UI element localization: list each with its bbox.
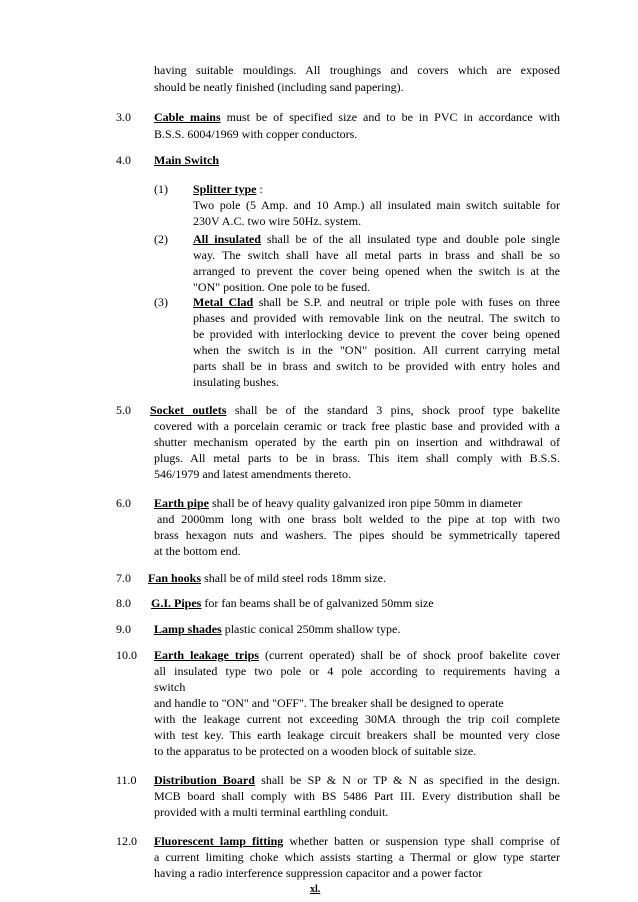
section-3-number: 3.0 — [116, 110, 131, 124]
item-3-line-2: phases and provided with removable link on the neutral. The switch to — [193, 311, 560, 325]
item-1-heading: Splitter type — [193, 182, 257, 196]
item-2-line-1 — [193, 232, 560, 247]
intro-line-2: should be neatly finished (including sand papering). — [154, 80, 404, 94]
section-11-text-1: shall be SP & N or TP & N as specified in the design. — [254, 773, 560, 787]
section-6-line-4: at the bottom end. — [154, 544, 241, 558]
section-6-number: 6.0 — [116, 496, 131, 510]
section-12-number: 12.0 — [116, 834, 137, 848]
section-5-text-1: shall be of the standard 3 pins, shock proof type bakelite — [226, 403, 560, 417]
section-9-text-1: plastic conical 250mm shallow type. — [221, 622, 401, 636]
intro-line-1: having suitable mouldings. All troughings and covers which are exposed — [154, 63, 560, 77]
section-5-line-5: 546/1979 and latest amendments thereto. — [154, 467, 351, 481]
section-5-line-1 — [150, 403, 560, 418]
section-12-text-1: whether batten or suspension type shall comprise of — [283, 834, 560, 848]
item-1-line-3: 230V A.C. two wire 50Hz. system. — [193, 214, 362, 228]
section-10-heading: Earth leakage trips — [154, 648, 259, 662]
section-7-heading: Fan hooks — [148, 571, 202, 585]
item-2-line-3: arranged to prevent the cover being opened when the switch is at the — [193, 264, 560, 278]
item-3-text-1: shall be S.P. and neutral or triple pole with fuses on three — [253, 295, 561, 309]
item-2-number: (2) — [154, 232, 168, 246]
section-12-line-3: having a radio interference suppression capacitor and a power factor — [154, 866, 483, 880]
section-4-line — [154, 153, 219, 168]
item-3-number: (3) — [154, 295, 168, 309]
item-3-heading: Metal Clad — [193, 295, 254, 309]
section-10-line-7: to the apparatus to be protected on a wooden block of suitable size. — [154, 744, 477, 758]
section-11-line-1 — [154, 773, 560, 788]
section-5-line-3: shutter mechanism operated by the earth pin on insertion and withdrawal of — [154, 435, 560, 449]
section-11-line-3: provided with a multi terminal earthling conduit. — [154, 805, 389, 819]
section-6-line-1 — [154, 496, 522, 511]
section-4-heading: Main Switch — [154, 153, 220, 167]
section-8-heading: G.I. Pipes — [151, 596, 202, 610]
section-10-line-1 — [154, 648, 560, 663]
section-12-line-1 — [154, 834, 560, 849]
item-3-line-3: be provided with interlocking device to prevent the cover being opened — [193, 327, 560, 341]
section-7-number: 7.0 — [116, 571, 131, 585]
item-2-line-2: way. The switch shall have all metal parts in brass and shall be so — [193, 248, 560, 262]
section-10-line-3: switch — [154, 680, 186, 694]
section-10-line-4: and handle to "ON" and "OFF". The breaker shall be designed to operate — [154, 696, 504, 710]
section-11-number: 11.0 — [116, 773, 137, 787]
section-7-text-1: shall be of mild steel rods 18mm size. — [201, 571, 386, 585]
section-3-text-1: must be of specified size and to be in PVC in accordance with — [220, 110, 560, 124]
section-9-number: 9.0 — [116, 622, 131, 636]
section-10-line-5: with the leakage current not exceeding 30MA through the trip coil complete — [154, 712, 560, 726]
item-2-text-1: shall be of the all insulated type and double pole single — [260, 232, 560, 246]
section-5-line-4: plugs. All metal parts to be in brass. This item shall comply with B.S.S. — [154, 451, 560, 465]
item-1-line-2: Two pole (5 Amp. and 10 Amp.) all insulated main switch suitable for — [193, 198, 560, 212]
item-3-line-6: insulating bushes. — [193, 375, 279, 389]
section-3-heading: Cable mains — [154, 110, 221, 124]
section-6-line-3: brass hexagon nuts and washers. The pipes should be symmetrically tapered — [154, 528, 560, 542]
section-5-number: 5.0 — [116, 403, 131, 417]
item-1-line-1 — [193, 182, 263, 197]
section-8-text-1: for fan beams shall be of galvanized 50mm size — [201, 596, 434, 610]
item-1-text-1: : — [256, 182, 263, 196]
section-3-line-1 — [154, 110, 560, 125]
item-2-heading: All insulated — [193, 232, 261, 246]
section-9-heading: Lamp shades — [154, 622, 222, 636]
section-10-text-1: (current operated) shall be of shock proof bakelite cover — [258, 648, 560, 662]
section-11-line-2: MCB board shall comply with BS 5486 Part III. Every distribution shall be — [154, 789, 560, 803]
item-1-number: (1) — [154, 182, 168, 196]
item-3-line-1 — [193, 295, 560, 310]
section-9-line-1 — [154, 622, 400, 637]
section-7-line-1 — [148, 571, 386, 586]
section-6-heading: Earth pipe — [154, 496, 210, 510]
section-8-number: 8.0 — [116, 596, 131, 610]
section-10-number: 10.0 — [116, 648, 137, 662]
section-8-line-1 — [151, 596, 434, 611]
section-4-number: 4.0 — [116, 153, 131, 167]
section-12-line-2: a current limiting choke which assists starting a Thermal or glow type starter — [154, 850, 560, 864]
item-2-line-4: "ON" position. One pole to be fused. — [193, 280, 371, 294]
section-12-heading: Fluorescent lamp fitting — [154, 834, 284, 848]
section-5-line-2: covered with a porcelain ceramic or track free plastic base and provided with a — [154, 419, 560, 433]
item-3-line-4: when the switch is in the "ON" position. All current carrying metal — [193, 343, 560, 357]
section-10-line-2: all insulated type two pole or 4 pole according to requirements having a — [154, 664, 560, 678]
page-number: xl. — [310, 884, 321, 895]
section-10-line-6: with test key. This earth leakage circuit breakers shall be mounted very close — [154, 728, 560, 742]
section-11-heading: Distribution Board — [154, 773, 255, 787]
section-5-heading: Socket outlets — [150, 403, 227, 417]
section-6-line-2: and 2000mm long with one brass bolt welded to the pipe at top with two — [157, 512, 560, 526]
section-6-text-1: shall be of heavy quality galvanized iron pipe 50mm in diameter — [209, 496, 522, 510]
section-3-line-2: B.S.S. 6004/1969 with copper conductors. — [154, 127, 358, 141]
item-3-line-5: parts shall be in brass and switch to be provided with entry holes and — [193, 359, 560, 373]
